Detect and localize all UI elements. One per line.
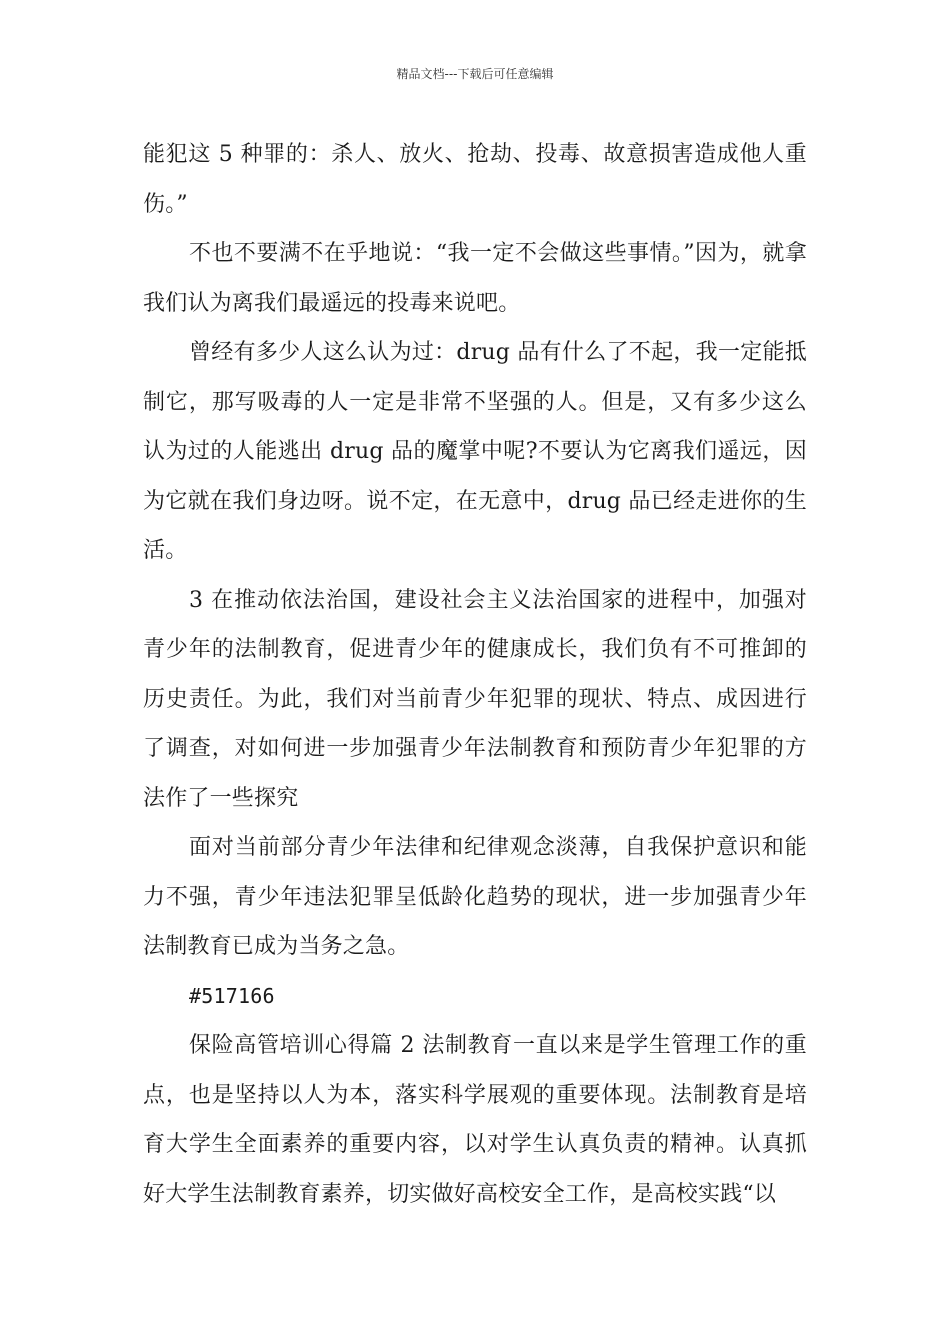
paragraph: 曾经有多少人这么认为过：drug 品有什么了不起，我一定能抵制它，那写吸毒的人一定是非常不坚强的人。但是，又有多少这么认为过的人能逃出 drug 品的魔掌中呢?不要认为它离我们遥远，因为它就在我们身边呀。说不定，在无意中，drug 品已经走进你的生活。 [143, 340, 807, 563]
paragraph: 3 在推动依法治国，建设社会主义法治国家的进程中，加强对青少年的法制教育，促进青少年的健康成长，我们负有不可推卸的历史责任。为此，我们对当前青少年犯罪的现状、特点、成因进行了调查，对如何进一步加强青少年法制教育和预防青少年犯罪的方法作了一些探究 [143, 587, 807, 811]
document-body [143, 130, 807, 1219]
paragraph-continuation: 能犯这 5 种罪的：杀人、放火、抢劫、投毒、故意损害造成他人重伤。” [143, 142, 807, 217]
page-header: 精品文档---下载后可任意编辑 [396, 67, 554, 81]
hash-tag: #517166 [189, 983, 275, 1008]
paragraph: 不也不要满不在乎地说：“我一定不会做这些事情。”因为，就拿我们认为离我们最遥远的投毒来说吧。 [143, 241, 807, 316]
paragraph: 保险高管培训心得篇 2 法制教育一直以来是学生管理工作的重点，也是坚持以人为本，落实科学展观的重要体现。法制教育是培育大学生全面素养的重要内容，以对学生认真负责的精神。认真抓好大学生法制教育素养，切实做好高校安全工作，是高校实践“以 [143, 1033, 807, 1207]
paragraph: 面对当前部分青少年法律和纪律观念淡薄，自我保护意识和能力不强，青少年违法犯罪呈低龄化趋势的现状，进一步加强青少年法制教育已成为当务之急。 [143, 835, 807, 959]
